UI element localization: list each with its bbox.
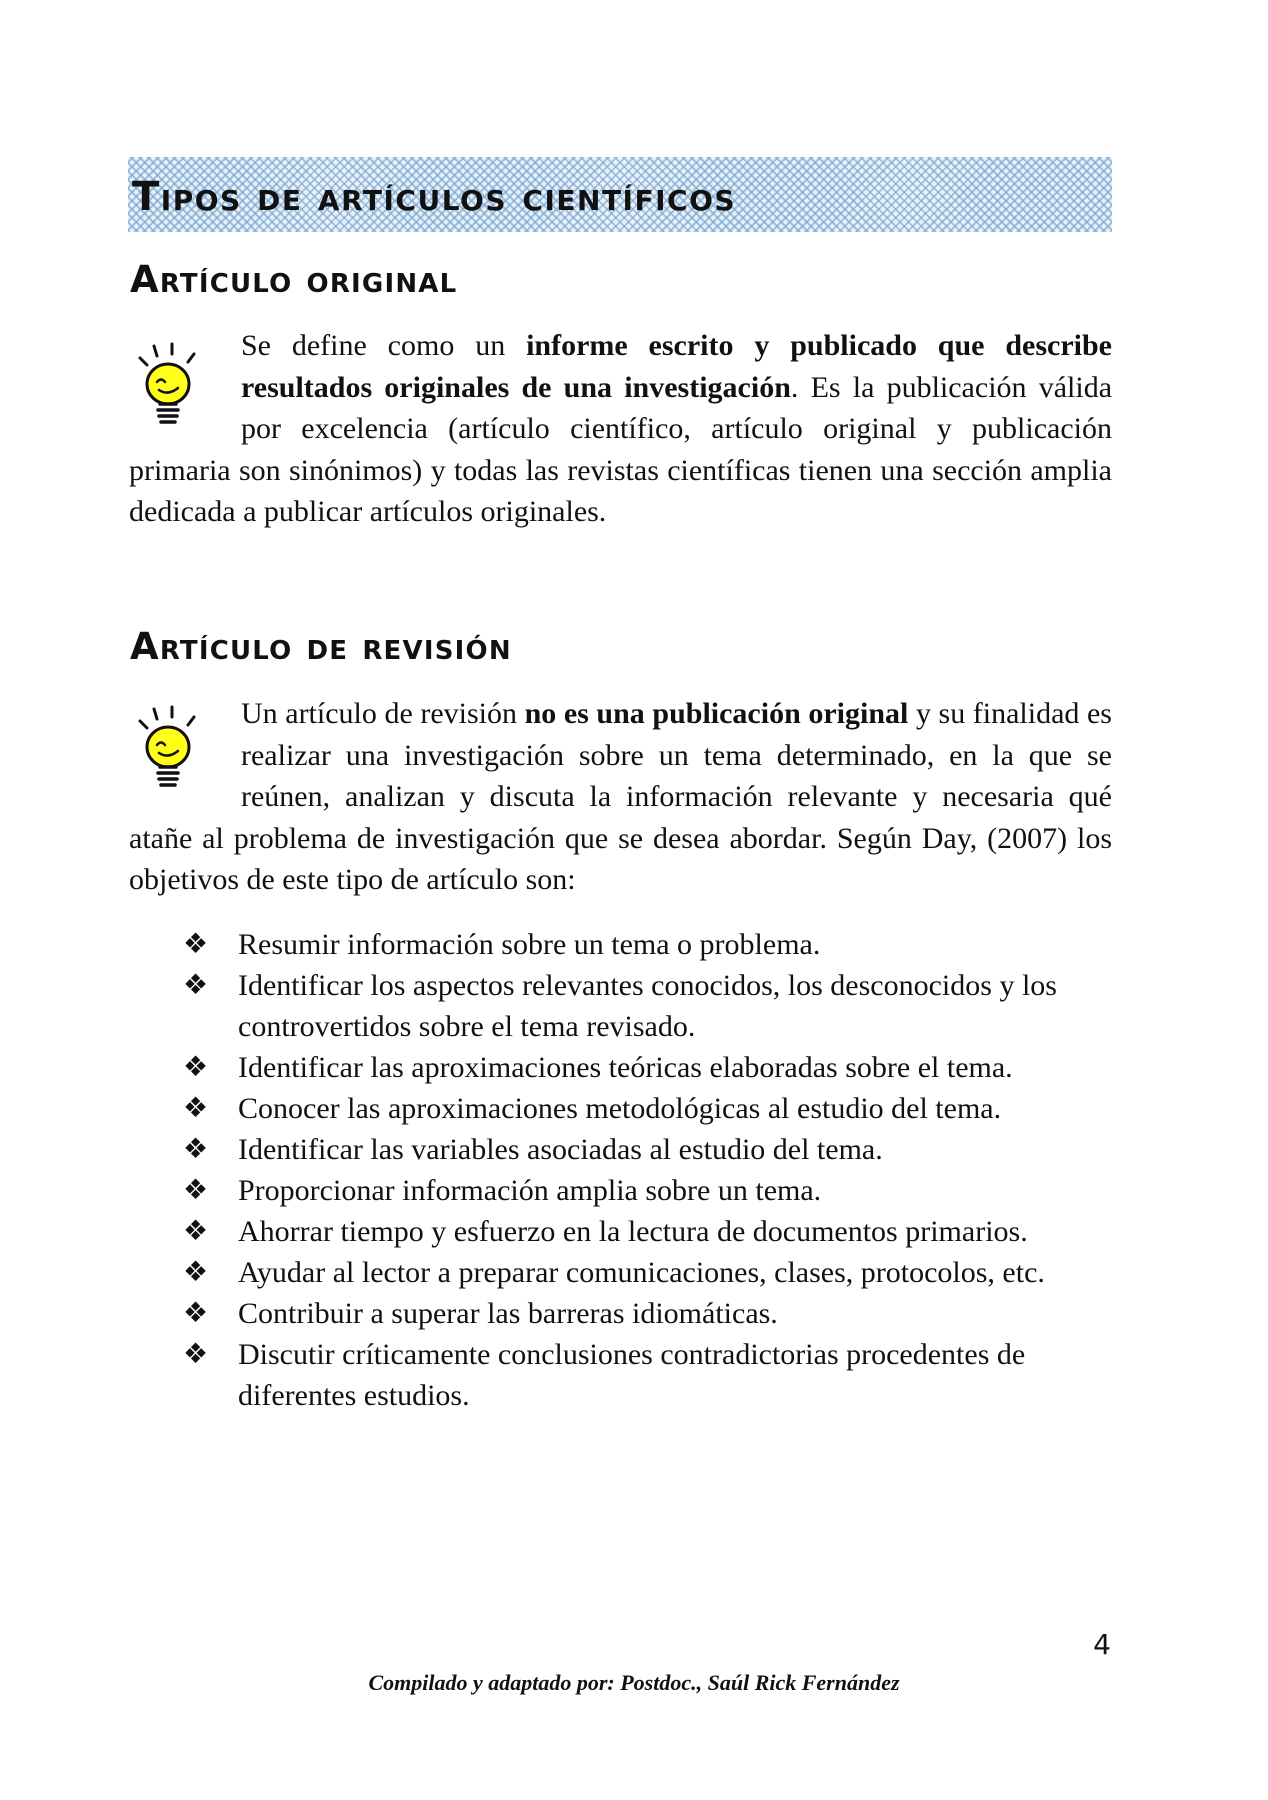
- bullet-diamond-icon: ❖: [183, 970, 209, 1001]
- list-item: ❖ Proporcionar información amplia sobre un tema.: [183, 1170, 1113, 1211]
- page-number: 4: [1093, 1628, 1111, 1661]
- bullet-diamond-icon: ❖: [183, 1257, 209, 1288]
- paragraph-text: Se define como un: [241, 329, 527, 362]
- objectives-list: [183, 924, 1113, 1416]
- bullet-diamond-icon: ❖: [183, 1093, 209, 1124]
- paragraph-original: [129, 325, 1112, 533]
- list-item: ❖ Identificar los aspectos relevantes conocidos, los desconocidos y los controvertidos sobre el tema revisado.: [183, 965, 1113, 1047]
- list-item: ❖ Identificar las variables asociadas al estudio del tema.: [183, 1129, 1113, 1170]
- bullet-diamond-icon: ❖: [183, 1216, 209, 1247]
- paragraph-bold-text: no es una publicación original: [524, 697, 909, 730]
- paragraph-bold-text: informe escrito y publicado que describe resultados originales de una investigación: [241, 329, 1112, 404]
- section-heading-original: Artículo original: [130, 258, 458, 301]
- list-item: ❖ Resumir información sobre un tema o problema.: [183, 924, 1113, 965]
- list-item: ❖ Identificar las aproximaciones teóricas elaboradas sobre el tema.: [183, 1047, 1113, 1088]
- bullet-diamond-icon: ❖: [183, 1052, 209, 1083]
- paragraph-revision: [129, 693, 1112, 901]
- bullet-diamond-icon: ❖: [183, 1134, 209, 1165]
- list-item: ❖ Ayudar al lector a preparar comunicaciones, clases, protocolos, etc.: [183, 1252, 1113, 1293]
- paragraph-text: Un artículo de revisión: [241, 697, 525, 730]
- bullet-diamond-icon: ❖: [183, 1339, 209, 1370]
- list-item: ❖ Conocer las aproximaciones metodológicas al estudio del tema.: [183, 1088, 1113, 1129]
- bullet-diamond-icon: ❖: [183, 1298, 209, 1329]
- paragraph-text: y su finalidad es realizar una investigación sobre un tema determinado, en la que se reúnen, analizan y discuta la información relevante y necesaria qué atañe al problema de investigación que se desea abordar. Según Day, (2007) los objetivos de este tipo de artículo son:: [129, 697, 1112, 896]
- footer-credit: Compilado y adaptado por: Postdoc., Saúl Rick Fernández: [368, 1670, 900, 1695]
- list-item: ❖ Discutir críticamente conclusiones contradictorias procedentes de diferentes estudios.: [183, 1334, 1113, 1416]
- bullet-diamond-icon: ❖: [183, 1175, 209, 1206]
- list-item: ❖ Contribuir a superar las barreras idiomáticas.: [183, 1293, 1113, 1334]
- list-item: ❖ Ahorrar tiempo y esfuerzo en la lectura de documentos primarios.: [183, 1211, 1113, 1252]
- page-title: Tipos de artículos científicos: [132, 174, 737, 220]
- section-heading-revision: Artículo de revisión: [130, 625, 512, 668]
- bullet-diamond-icon: ❖: [183, 929, 209, 960]
- paragraph-text: . Es la publicación válida por excelencia (artículo científico, artículo original y publicación primaria son sinónimos) y todas las revistas científicas tienen una sección amplia dedicada a publicar artículos originales.: [129, 370, 1113, 528]
